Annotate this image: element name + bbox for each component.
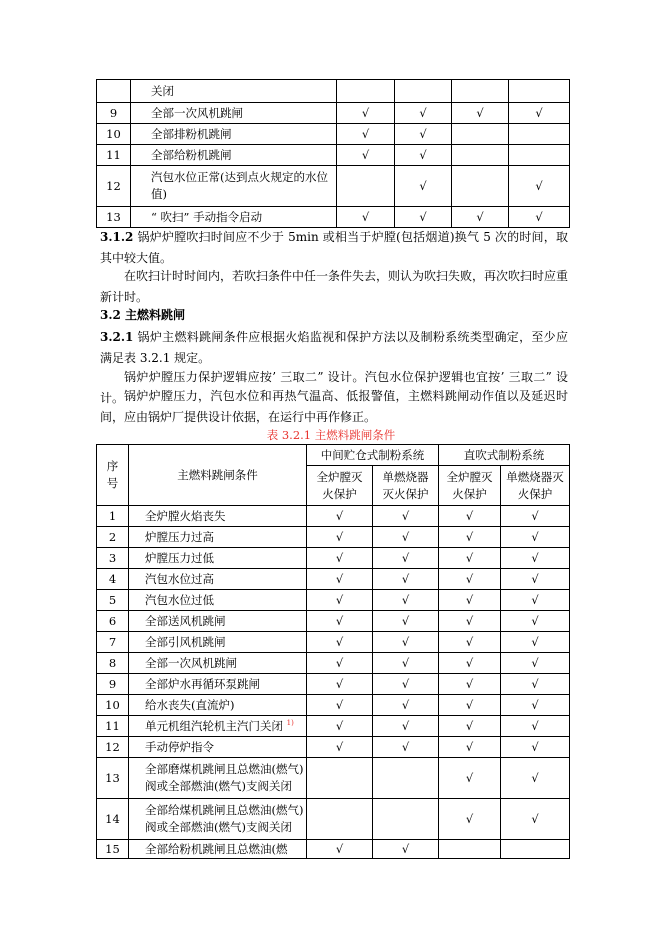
row-condition: 全部引风机跳闸 (129, 632, 307, 653)
table-row (97, 695, 570, 716)
header-single-burner: 单燃烧器灭火保护 (501, 466, 570, 506)
table-row (97, 653, 570, 674)
row-condition: 全部给粉机跳闸 (131, 145, 337, 166)
purge-conditions-table-continued (96, 79, 570, 228)
check-mark: √ (439, 653, 501, 674)
check-mark: √ (439, 548, 501, 569)
table-row (97, 145, 570, 166)
table-row (97, 590, 570, 611)
check-mark: √ (307, 548, 373, 569)
row-condition: “ 吹扫” 手动指令启动 (131, 207, 337, 228)
row-number: 10 (97, 695, 129, 716)
table-row (97, 840, 570, 859)
clause-number: 3.1.2 (100, 230, 134, 244)
row-number: 5 (97, 590, 129, 611)
header-row (97, 445, 570, 466)
check-mark (501, 840, 570, 859)
check-mark: √ (307, 716, 373, 737)
header-group-direct: 直吹式制粉系统 (439, 445, 570, 466)
table-row (97, 103, 570, 124)
check-mark: √ (439, 695, 501, 716)
header-condition: 主燃料跳闸条件 (129, 445, 307, 506)
check-mark: √ (509, 207, 570, 228)
check-mark: √ (501, 674, 570, 695)
check-mark: √ (395, 166, 452, 207)
row-number: 9 (97, 103, 131, 124)
check-mark: √ (373, 548, 439, 569)
check-mark (439, 840, 501, 859)
row-condition: 手动停炉指令 (129, 737, 307, 758)
check-mark: √ (439, 569, 501, 590)
check-mark: √ (439, 737, 501, 758)
check-mark (307, 758, 373, 799)
check-mark: √ (307, 527, 373, 548)
row-condition: 全部送风机跳闸 (129, 611, 307, 632)
table-row (97, 166, 570, 207)
check-mark: √ (501, 506, 570, 527)
check-mark (395, 80, 452, 103)
footnote-marker: 1) (286, 718, 294, 727)
check-mark: √ (501, 569, 570, 590)
row-condition: 炉膛压力过低 (129, 548, 307, 569)
table-row (97, 527, 570, 548)
check-mark: √ (373, 653, 439, 674)
row-condition: 全部炉水再循环泵跳闸 (129, 674, 307, 695)
row-condition: 炉膛压力过高 (129, 527, 307, 548)
check-mark: √ (439, 632, 501, 653)
check-mark: √ (439, 590, 501, 611)
check-mark: √ (373, 695, 439, 716)
check-mark: √ (509, 166, 570, 207)
check-mark: √ (501, 695, 570, 716)
check-mark: √ (307, 611, 373, 632)
check-mark: √ (501, 527, 570, 548)
row-number: 15 (97, 840, 129, 859)
check-mark (373, 758, 439, 799)
row-condition: 汽包水位正常(达到点火规定的水位值) (131, 166, 337, 207)
row-number: 12 (97, 737, 129, 758)
check-mark (307, 799, 373, 840)
check-mark: √ (501, 548, 570, 569)
mft-conditions-table (96, 444, 570, 859)
check-mark: √ (307, 840, 373, 859)
row-condition: 给水丧失(直流炉) (129, 695, 307, 716)
header-group-storage: 中间贮仓式制粉系统 (307, 445, 439, 466)
row-condition: 汽包水位过低 (129, 590, 307, 611)
check-mark (509, 145, 570, 166)
check-mark: √ (337, 124, 395, 145)
check-mark: √ (307, 506, 373, 527)
table-row (97, 799, 570, 840)
condition-text: 单元机组汽轮机主汽门关闭 (145, 718, 283, 733)
table-row (97, 548, 570, 569)
check-mark: √ (395, 124, 452, 145)
check-mark (509, 80, 570, 103)
paragraph-protection-logic: 锅炉炉膛压力保护逻辑应按’ 三取二” 设计。汽包水位保护逻辑也宜按’ 三取二” 设计。 (100, 370, 568, 405)
row-number: 3 (97, 548, 129, 569)
row-number (97, 80, 131, 103)
row-number: 14 (97, 799, 129, 840)
row-number: 8 (97, 653, 129, 674)
row-number: 11 (97, 145, 131, 166)
check-mark: √ (439, 716, 501, 737)
check-mark: √ (452, 207, 509, 228)
table-row (97, 758, 570, 799)
check-mark: √ (501, 716, 570, 737)
check-mark: √ (439, 506, 501, 527)
row-number: 1 (97, 506, 129, 527)
check-mark: √ (373, 527, 439, 548)
check-mark: √ (439, 611, 501, 632)
row-number: 13 (97, 758, 129, 799)
check-mark: √ (307, 695, 373, 716)
paragraph-3-1-2 (100, 227, 568, 269)
section-heading-3-2: 3.2 主燃料跳闸 (100, 308, 186, 322)
check-mark: √ (501, 653, 570, 674)
table-row (97, 569, 570, 590)
paragraph-purge-failure: 在吹扫计时时间内，若吹扫条件中任一条件失去，则认为吹扫失败，再次吹扫时应重新计时。 (100, 269, 569, 304)
check-mark: √ (439, 758, 501, 799)
check-mark: √ (373, 506, 439, 527)
check-mark (452, 124, 509, 145)
check-mark: √ (501, 758, 570, 799)
row-number: 4 (97, 569, 129, 590)
header-number: 序号 (97, 445, 129, 506)
row-condition: 全部磨煤机跳闸且总燃油(燃气)阀或全部燃油(燃气)支阀关闭 (129, 758, 307, 799)
table-row (97, 207, 570, 228)
check-mark (452, 145, 509, 166)
check-mark: √ (373, 632, 439, 653)
check-mark (452, 80, 509, 103)
check-mark: √ (307, 737, 373, 758)
check-mark: √ (395, 103, 452, 124)
row-number: 11 (97, 716, 129, 737)
check-mark (337, 166, 395, 207)
check-mark: √ (439, 527, 501, 548)
check-mark: √ (395, 145, 452, 166)
table-row (97, 632, 570, 653)
table-row (97, 80, 570, 103)
row-number: 2 (97, 527, 129, 548)
header-single-burner: 单燃烧器灭火保护 (373, 466, 439, 506)
row-condition: 汽包水位过高 (129, 569, 307, 590)
row-condition: 全部给粉机跳闸且总燃油(燃 (129, 840, 307, 859)
table-row (97, 124, 570, 145)
check-mark: √ (509, 103, 570, 124)
table-caption: 表 3.2.1 主燃料跳闸条件 (266, 428, 396, 442)
check-mark: √ (373, 674, 439, 695)
check-mark: √ (373, 590, 439, 611)
check-mark (337, 80, 395, 103)
check-mark: √ (337, 145, 395, 166)
row-condition: 全部排粉机跳闸 (131, 124, 337, 145)
paragraph-alarm-values: 锅炉炉膛压力，汽包水位和再热气温高、低报警值，主燃料跳闸动作值以及延迟时间，应由锅炉厂提供设计依据，在运行中再作修正。 (100, 389, 568, 424)
check-mark: √ (307, 569, 373, 590)
check-mark (509, 124, 570, 145)
header-full-furnace: 全炉膛灭火保护 (307, 466, 373, 506)
check-mark: √ (373, 611, 439, 632)
row-condition (129, 716, 307, 737)
row-number: 7 (97, 632, 129, 653)
header-full-furnace: 全炉膛灭火保护 (439, 466, 501, 506)
clause-number: 3.2.1 (100, 330, 134, 344)
row-condition: 全部给煤机跳闸且总燃油(燃气)阀或全部燃油(燃气)支阀关闭 (129, 799, 307, 840)
check-mark: √ (452, 103, 509, 124)
table-row (97, 674, 570, 695)
row-number: 9 (97, 674, 129, 695)
table-row (97, 737, 570, 758)
check-mark: √ (501, 799, 570, 840)
check-mark: √ (373, 716, 439, 737)
row-condition: 全部一次风机跳闸 (129, 653, 307, 674)
check-mark: √ (373, 840, 439, 859)
check-mark: √ (501, 737, 570, 758)
check-mark: √ (439, 799, 501, 840)
row-condition: 关闭 (131, 80, 337, 103)
check-mark: √ (395, 207, 452, 228)
table-row (97, 716, 570, 737)
check-mark: √ (337, 103, 395, 124)
table-row (97, 611, 570, 632)
check-mark: √ (439, 674, 501, 695)
check-mark: √ (307, 653, 373, 674)
clause-text: 锅炉主燃料跳闸条件应根据火焰监视和保护方法以及制粉系统类型确定，至少应满足表 3.2.1 规定。 (100, 330, 568, 365)
row-number: 13 (97, 207, 131, 228)
check-mark: √ (373, 569, 439, 590)
row-number: 10 (97, 124, 131, 145)
check-mark: √ (501, 632, 570, 653)
check-mark: √ (501, 590, 570, 611)
check-mark (452, 166, 509, 207)
row-condition: 全部一次风机跳闸 (131, 103, 337, 124)
table-row (97, 506, 570, 527)
check-mark: √ (337, 207, 395, 228)
check-mark: √ (501, 611, 570, 632)
paragraph-3-2-1 (100, 327, 568, 369)
check-mark: √ (307, 632, 373, 653)
row-number: 12 (97, 166, 131, 207)
check-mark (373, 799, 439, 840)
check-mark: √ (307, 590, 373, 611)
row-number: 6 (97, 611, 129, 632)
row-condition: 全炉膛火焰丧失 (129, 506, 307, 527)
clause-text: 锅炉炉膛吹扫时间应不少于 5min 或相当于炉膛(包括烟道)换气 5 次的时间，取其中较大值。 (100, 230, 568, 265)
check-mark: √ (307, 674, 373, 695)
check-mark: √ (373, 737, 439, 758)
